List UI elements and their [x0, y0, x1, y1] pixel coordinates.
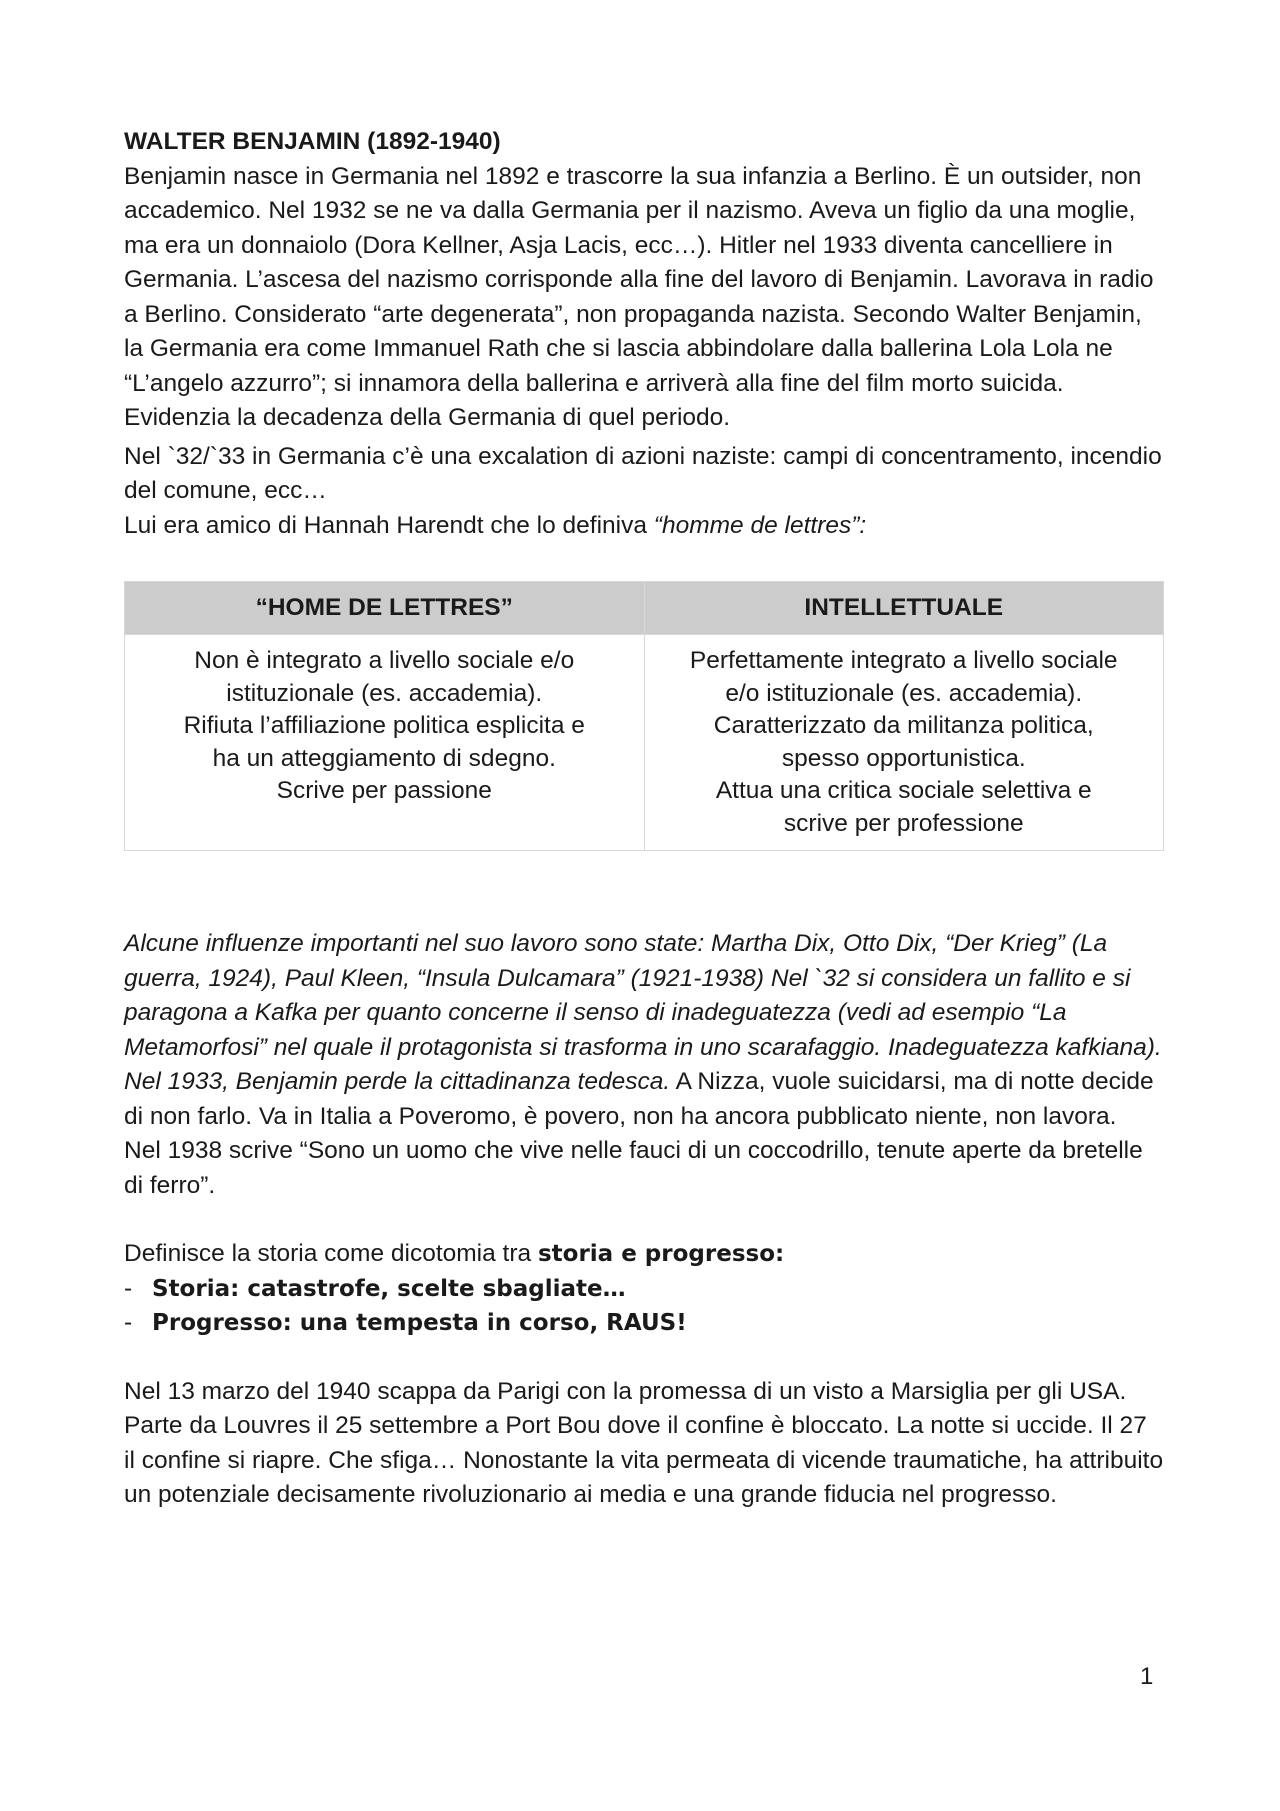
history-intro-text: Definisce la storia come dicotomia tra: [124, 1240, 538, 1267]
list-item: [124, 1272, 1164, 1307]
cell-line: Attua una critica sociale selettiva e: [715, 777, 1092, 804]
cell-line: Perfettamente integrato a livello sociale: [689, 647, 1118, 674]
cell-line: Rifiuta l’affiliazione politica esplicita e: [183, 712, 585, 739]
header-homme-de-lettres: “HOME DE LETTRES”: [125, 582, 645, 635]
cell-intellettuale: [644, 635, 1164, 851]
arendt-quote: “homme de lettres”:: [653, 511, 867, 539]
page-title: WALTER BENJAMIN (1892-1940): [124, 128, 501, 155]
arendt-paragraph: [124, 509, 1164, 544]
final-paragraph: Nel 13 marzo del 1940 scappa da Parigi con la promessa di un visto a Marsiglia per gli USA. Parte da Louvres il 25 settembre a Port Bou dove il confine è bloccato. La notte si uccide. Il 27 il confine si riapre. Che sfiga… Nonostante la vita permeata di vicende traumatiche, ha attribuito un potenziale decisamente rivoluzionario ai media e una grande fiducia nel progresso.: [124, 1377, 1164, 1508]
arendt-line: Lui era amico di Hannah Harendt che lo definiva: [124, 511, 654, 539]
cell-homme-de-lettres: [125, 635, 645, 851]
page-number: 1: [1140, 1663, 1154, 1690]
cell-line: istituzionale (es. accademia).: [226, 679, 543, 707]
cell-line: ha un atteggiamento di sdegno.: [212, 744, 556, 772]
cell-line: e/o istituzionale (es. accademia).: [725, 679, 1083, 707]
cell-line: Non è integrato a livello sociale e/o: [194, 647, 575, 674]
quote-1938: Nel 1938 scrive “Sono un uomo che vive nelle fauci di un coccodrillo, tenute aperte da bretelle di ferro”.: [124, 1137, 1143, 1199]
comparison-table-wrapper: [124, 581, 1164, 851]
influences-paragraph: [124, 927, 1164, 1134]
influences-normal: A Nizza, vuole suicidarsi, ma di notte decide di non farlo. Va in Italia a Poveromo, è povero, non ha ancora pubblicato niente, non lavora.: [124, 1068, 1154, 1130]
cell-line: scrive per professione: [783, 809, 1024, 837]
list-item: [124, 1306, 1164, 1341]
cell-line: spesso opportunistica.: [781, 744, 1026, 772]
table-header-row: [125, 582, 1164, 635]
escalation-paragraph: Nel `32/`33 in Germania c’è una excalation di azioni naziste: campi di concentramento, incendio del comune, ecc…: [124, 442, 1162, 504]
list-dash: -: [124, 1309, 133, 1336]
list-item-text: Progresso: una tempesta in corso, RAUS!: [152, 1310, 687, 1336]
history-intro: [124, 1237, 1164, 1272]
list-dash: -: [124, 1274, 133, 1302]
cell-line: Scrive per passione: [276, 777, 492, 804]
history-list: [124, 1272, 1164, 1341]
header-intellettuale: INTELLETTUALE: [644, 582, 1164, 635]
page-content: [124, 125, 1164, 1513]
intro-paragraph: Benjamin nasce in Germania nel 1892 e trascorre la sua infanzia a Berlino. È un outsider, non accademico. Nel 1932 se ne va dalla Germania per il nazismo. Aveva un figlio da una moglie, ma era un donnaiolo (Dora Kellner, Asja Lacis, ecc…). Hitler nel 1933 diventa cancelliere in Germania. L’ascesa del nazismo corrisponde alla fine del lavoro di Benjamin. Lavorava in radio a Berlino. Considerato “arte degenerata”, non propaganda nazista. Secondo Walter Benjamin, la Germania era come Immanuel Rath che si lascia abbindolare dalla ballerina Lola Lola ne “L’angelo azzurro”; si innamora della ballerina e arriverà alla fine del film morto suicida. Evidenzia la decadenza della Germania di quel periodo.: [124, 162, 1154, 431]
history-bold: storia e progresso:: [537, 1241, 785, 1267]
influences-italic: Alcune influenze importanti nel suo lavoro sono state: Martha Dix, Otto Dix, “Der Krieg” (La guerra, 1924), Paul Kleen, “Insula Dulcamara” (1921-1938) Nel `32 si considera un fallito e si paragona a Kafka per quanto concerne il senso di inadeguatezza (vedi ad esempio “La Metamorfosi” nel quale il protagonista si trasforma in uno scarafaggio. Inadeguatezza kafkiana). Nel 1933, Benjamin perde la cittadinanza tedesca.: [124, 930, 1162, 1095]
list-item-text: Storia: catastrofe, scelte sbagliate…: [152, 1275, 626, 1302]
comparison-table: [124, 581, 1164, 851]
table-row: [125, 635, 1164, 851]
cell-line: Caratterizzato da militanza politica,: [713, 712, 1094, 739]
